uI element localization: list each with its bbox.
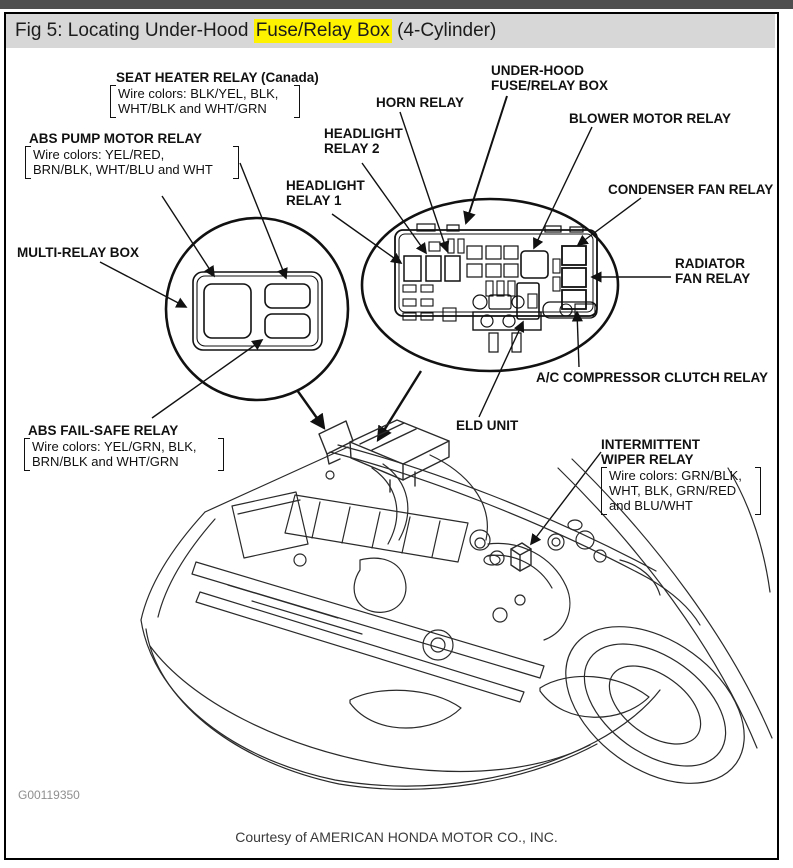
label-headlight-relay-2: HEADLIGHT RELAY 2 <box>324 126 403 156</box>
figure-title-bar <box>6 14 775 48</box>
figure-title-prefix: Fig 5: Locating Under-Hood <box>15 20 254 41</box>
label-abs-pump-motor-relay <box>25 131 239 179</box>
label-horn-relay: HORN RELAY <box>376 95 465 110</box>
figure-title-highlight: Fuse/Relay Box <box>255 20 390 41</box>
label-headlight-relay-1: HEADLIGHT RELAY 1 <box>286 178 365 208</box>
callout-ellipse-fuse-box <box>362 199 618 371</box>
abs-pump-relay-title: ABS PUMP MOTOR RELAY <box>29 131 203 146</box>
abs-pump-wire-colors: Wire colors: YEL/RED, BRN/BLK, WHT/BLU and WHT <box>25 146 239 179</box>
figure-title-suffix: (4-Cylinder) <box>391 20 497 41</box>
label-ac-compressor-clutch-relay: A/C COMPRESSOR CLUTCH RELAY <box>536 370 769 385</box>
label-radiator-fan-relay: RADIATOR FAN RELAY <box>675 256 751 286</box>
label-eld-unit: ELD UNIT <box>456 418 519 433</box>
label-blower-motor-relay: BLOWER MOTOR RELAY <box>569 111 732 126</box>
label-multi-relay-box: MULTI-RELAY BOX <box>17 245 140 260</box>
abs-fail-safe-wire-colors: Wire colors: YEL/GRN, BLK, BRN/BLK and WHT/GRN <box>24 438 224 471</box>
wiper-relay-wire-colors: Wire colors: GRN/BLK, WHT, BLK, GRN/RED and BLU/WHT <box>601 467 761 515</box>
label-underhood-fuse-relay-box: UNDER-HOOD FUSE/RELAY BOX <box>491 63 609 93</box>
figure-credit-line: Courtesy of AMERICAN HONDA MOTOR CO., INC. <box>235 829 558 845</box>
label-abs-fail-safe-relay <box>24 423 224 471</box>
label-seat-heater-relay <box>110 70 319 118</box>
seat-heater-relay-title: SEAT HEATER RELAY (Canada) <box>116 70 319 85</box>
seat-heater-wire-colors: Wire colors: BLK/YEL, BLK, WHT/BLK and WHT/GRN <box>110 85 300 118</box>
label-condenser-fan-relay: CONDENSER FAN RELAY <box>608 182 774 197</box>
figure-id-code: G00119350 <box>18 788 80 802</box>
abs-fail-safe-title: ABS FAIL-SAFE RELAY <box>28 423 179 438</box>
label-intermittent-wiper-relay: INTERMITTENT WIPER RELAY Wire colors: GRN/BLK, WHT, BLK, GRN/RED and BLU/WHT <box>601 437 761 515</box>
